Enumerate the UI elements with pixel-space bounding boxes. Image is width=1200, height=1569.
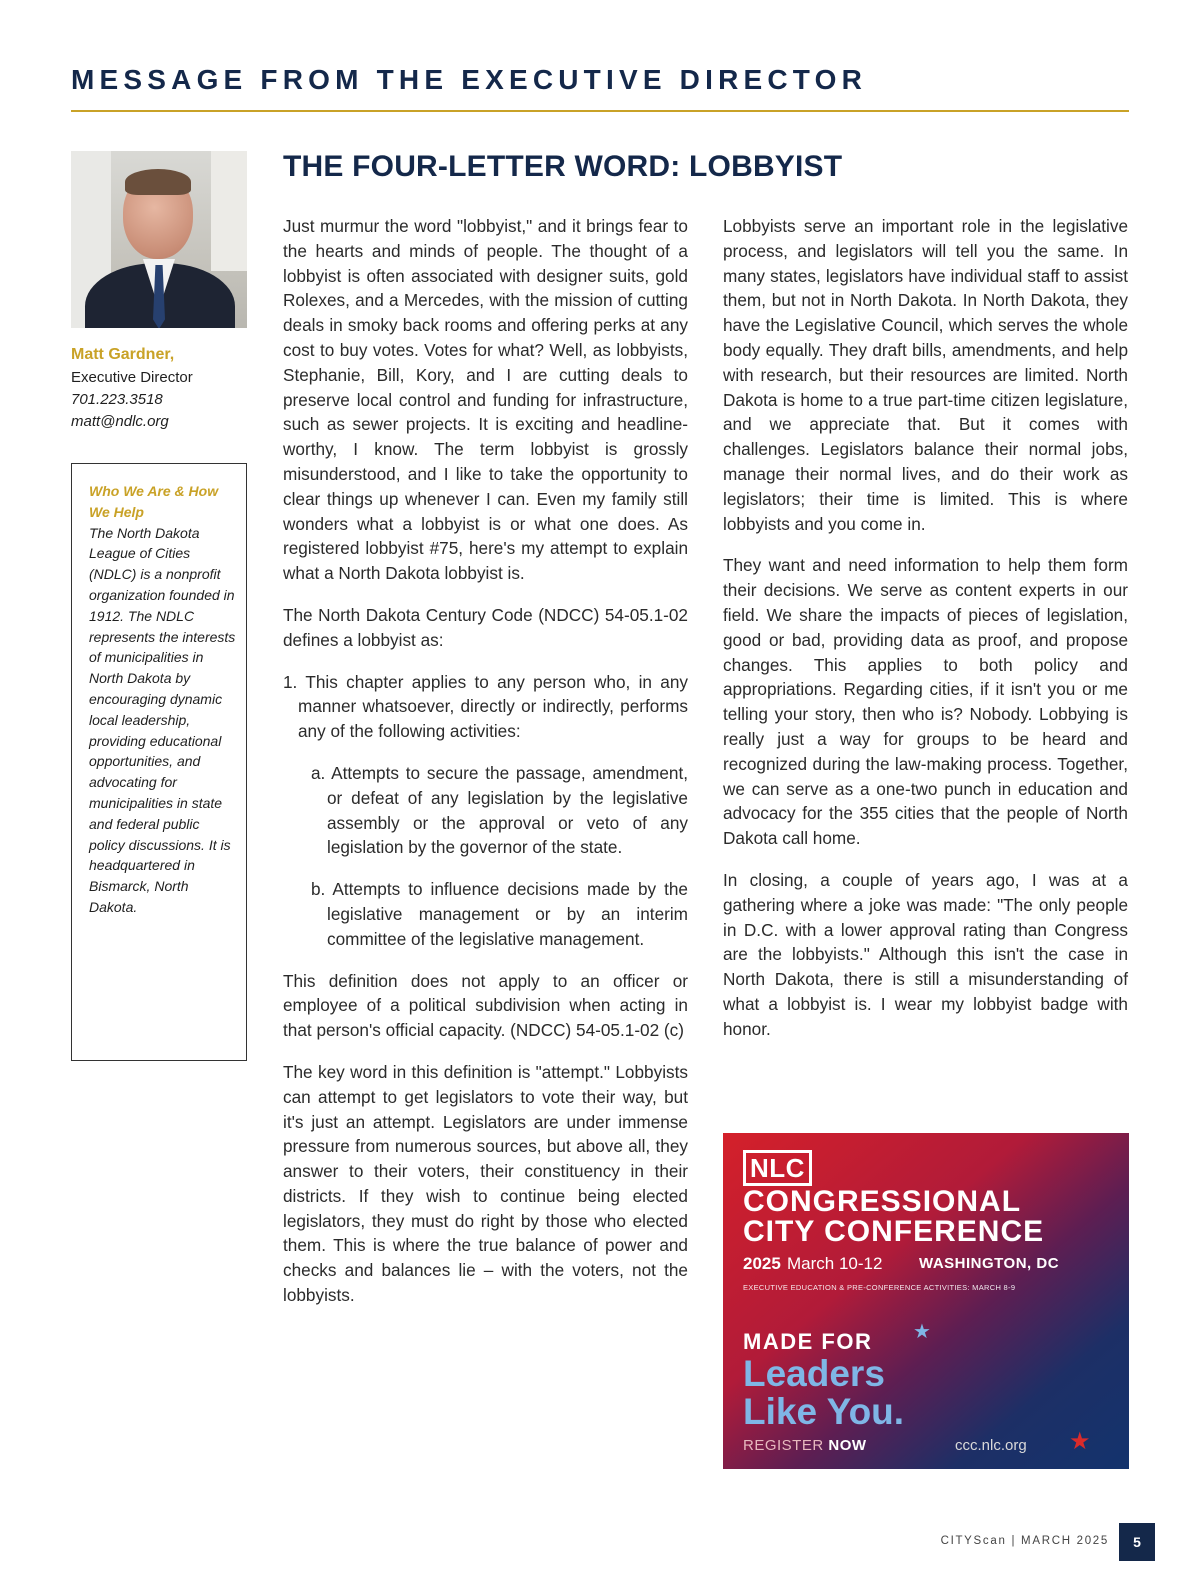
author-email[interactable]: matt@ndlc.org bbox=[71, 413, 169, 430]
author-role: Executive Director bbox=[71, 369, 193, 386]
article-title: THE FOUR-LETTER WORD: LOBBYIST bbox=[283, 150, 843, 183]
conference-ad[interactable] bbox=[723, 1133, 1129, 1469]
paragraph: Just murmur the word "lobbyist," and it brings fear to the hearts and minds of people. The thought of a lobbyist is often associated with designer suits, gold Rolexes, and a Mercedes, with the mission of cutting deals in smoky back rooms and offering perks at any cost to buy votes. Votes for what? Well, as lobbyists, Stephanie, Bill, Kory, and I are cutting deals to preserve local control and funding for infrastructure, such as sewer projects. It is exciting and headline-worthy, I know. The term lobbyist is grossly misunderstood, and I like to take the opportunity to clear things up whenever I can. Even my family still wonders what a lobbyist is or what one does. As registered lobbyist #75, here's my attempt to explain what a North Dakota lobbyist is. bbox=[283, 216, 688, 584]
paragraph: In closing, a couple of years ago, I was at a gathering where a joke was made: "The only people in D.C. with a lower approval rating than Congress are the lobbyists." Although this isn't the case in North Dakota, there is still a misunderstanding of what a lobbyist is. I wear my lobbyist badge with honor. bbox=[723, 869, 1128, 1039]
paragraph: They want and need information to help them form their decisions. We serve as content experts in our field. We share the impacts of pieces of legislation, good or bad, providing data as proof, and propose changes. This applies to both policy and appropriations. Regarding cities, if it isn't you or me telling your story, then who is? Nobody. Lobbying is really just a way for groups to be heard and recognized during the law-making process. Together, we can serve as a one-two punch in education and advocacy for the 355 cities that the people of North Dakota call home. bbox=[723, 555, 1128, 849]
list-item-a: a. Attempts to secure the passage, amendment, or defeat of any legislation by the legislative assembly or the approval or veto of any legislation by the governor of the state. bbox=[311, 762, 688, 858]
star-icon: ★ bbox=[913, 1321, 931, 1343]
article-column-left bbox=[283, 214, 688, 1325]
page-number: 5 bbox=[1119, 1523, 1155, 1561]
author-phone: 701.223.3518 bbox=[71, 391, 163, 408]
paragraph: The North Dakota Century Code (NDCC) 54-05.1-02 defines a lobbyist as: bbox=[283, 604, 688, 650]
ad-url[interactable]: ccc.nlc.org bbox=[955, 1437, 1027, 1454]
paragraph: Lobbyists serve an important role in the legislative process, and legislators will tell you the same. In many states, legislators have individual staff to assist them, but not in North Dakota. In North Dakota, they have the Legislative Council, which serves the whole body equally. They draft bills, amendments, and help with research, but their resources are limited. North Dakota is home to a true part-time citizen legislature, and we appreciate that. But it comes with challenges. Legislators balance their normal jobs, manage their normal lives, and do their work as legislators; their time is limited. This is where lobbyists and you come in. bbox=[723, 216, 1128, 534]
ad-city: WASHINGTON, DC bbox=[919, 1255, 1060, 1272]
about-box bbox=[71, 463, 247, 1061]
paragraph: This definition does not apply to an officer or employee of a political subdivision when acting in that person's official capacity. (NDCC) 54-05.1-02 (c) bbox=[283, 970, 688, 1041]
article-column-right bbox=[723, 214, 1128, 1059]
header-divider bbox=[71, 110, 1129, 112]
photo-window-right bbox=[211, 151, 247, 271]
nlc-logo: NLC bbox=[743, 1150, 812, 1186]
about-heading: Who We Are & How We Help bbox=[89, 483, 219, 520]
ad-like-you: Like You. bbox=[743, 1391, 905, 1432]
ad-exec-note: EXECUTIVE EDUCATION & PRE-CONFERENCE ACTIVITIES: MARCH 8-9 bbox=[743, 1283, 1016, 1292]
section-title: MESSAGE FROM THE EXECUTIVE DIRECTOR bbox=[71, 64, 867, 95]
photo-hair bbox=[125, 169, 191, 195]
ad-register-link[interactable] bbox=[743, 1437, 867, 1454]
paragraph: The key word in this definition is "attempt." Lobbyists can attempt to get legislators to vote their way, but it's just an attempt. Legislators are under immense pressure from numerous sources, but above all, they answer to their voters, their constituency in their districts. If they wish to continue being elected legislators, they must do right by those who elected them. This is where the true balance of power and checks and balances lie – with the voters, not the lobbyists. bbox=[283, 1061, 688, 1306]
ad-headline-line2: CITY CONFERENCE bbox=[743, 1215, 1045, 1248]
author-photo bbox=[71, 151, 247, 328]
ad-made-for: MADE FOR bbox=[743, 1329, 873, 1354]
ad-leaders: Leaders bbox=[743, 1353, 885, 1394]
ad-headline-line1: CONGRESSIONAL bbox=[743, 1185, 1022, 1218]
list-item-b: b. Attempts to influence decisions made by the legislative management or by an interim committee of the legislative management. bbox=[311, 879, 688, 949]
about-text: The North Dakota League of Cities (NDLC) is a nonprofit organization founded in 1912. The NDLC represents the interests of municipalities in North Dakota by encouraging dynamic local leadership, providing educational opportunities, and advocating for municipalities in state and federal public policy discussions. It is headquartered in Bismarck, North Dakota. bbox=[89, 524, 236, 915]
ad-year: 2025 bbox=[743, 1254, 781, 1273]
list-item-1: 1. This chapter applies to any person who, in any manner whatsoever, directly or indirectly, performs any of the following activities: bbox=[283, 671, 688, 742]
ad-dates: March 10-12 bbox=[787, 1254, 883, 1273]
ad-register-label: REGISTER bbox=[743, 1437, 824, 1454]
star-icon: ★ bbox=[1069, 1428, 1091, 1455]
footer-publication: CITYScan | MARCH 2025 bbox=[940, 1535, 1109, 1547]
ad-register-now: NOW bbox=[828, 1437, 867, 1454]
author-name: Matt Gardner, bbox=[71, 346, 175, 363]
